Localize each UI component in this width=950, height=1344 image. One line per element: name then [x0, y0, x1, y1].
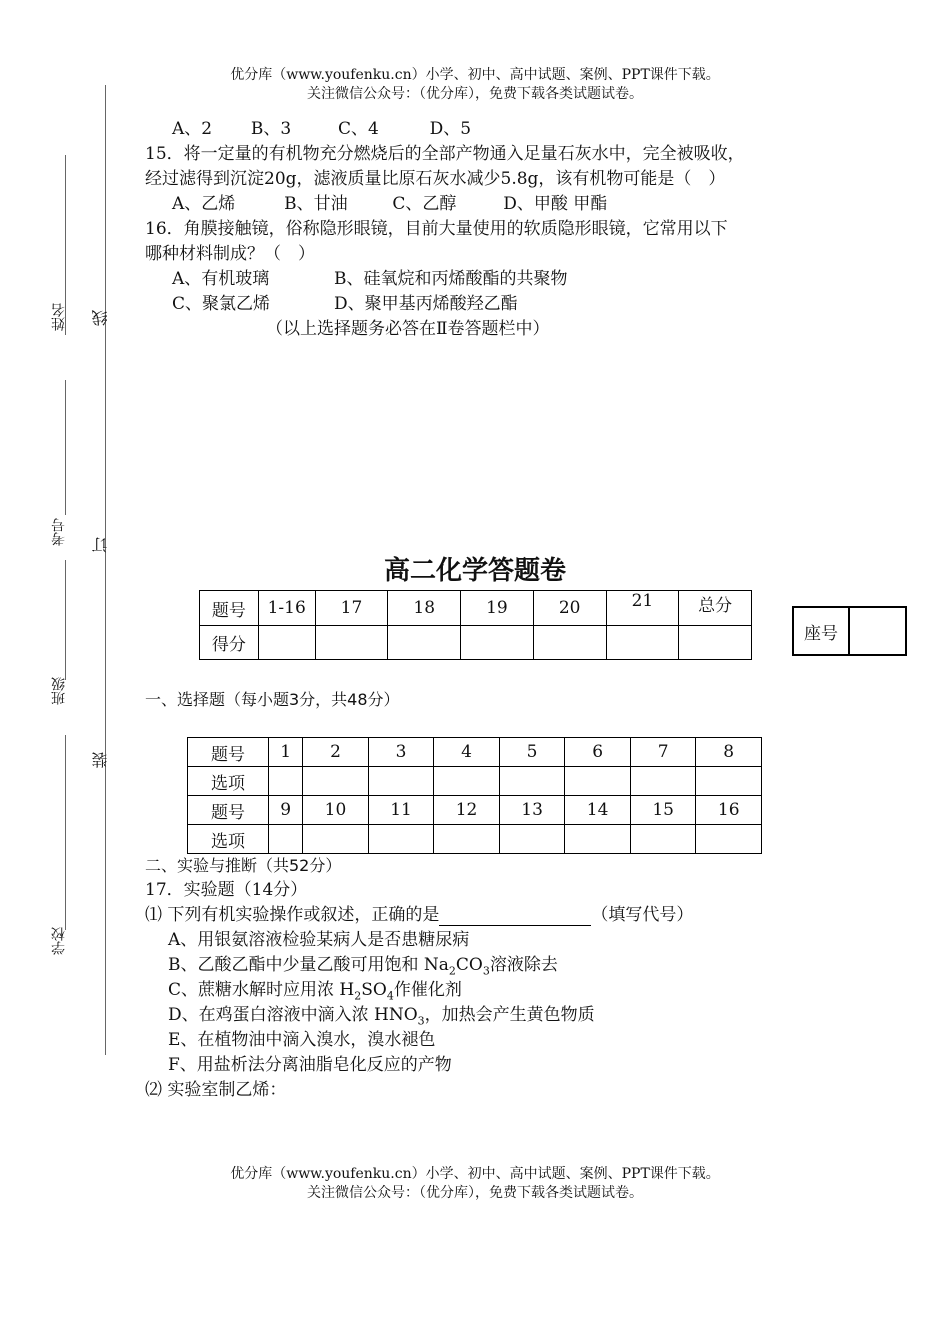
page-header	[0, 66, 950, 104]
choice-answer-cell[interactable]	[303, 825, 369, 854]
q14-option-b: B、3	[250, 119, 292, 139]
score-table-row	[200, 626, 752, 660]
choice-row-label: 题号	[188, 738, 269, 767]
q15-option-b: B、甘油	[284, 194, 348, 214]
choice-number-row	[188, 796, 762, 825]
choice-number-cell: 15	[630, 796, 696, 825]
name-label: 姓名	[51, 303, 67, 331]
subscript: 2	[354, 989, 362, 1003]
q17-option-d-text: D、在鸡蛋白溶液中滴入浓 HNO	[168, 1005, 418, 1025]
seat-number-box	[792, 606, 907, 656]
subscript: 4	[386, 989, 394, 1003]
page-footer	[0, 1165, 950, 1203]
q17-part2: ⑵ 实验室制乙烯：	[145, 1080, 287, 1100]
subscript: 3	[417, 1014, 425, 1028]
choice-row-label: 选项	[188, 825, 269, 854]
score-table	[199, 590, 752, 660]
choice-answer-cell[interactable]	[499, 767, 565, 796]
subscript: 2	[448, 964, 456, 978]
choice-answer-cell[interactable]	[269, 767, 303, 796]
choice-answer-cell[interactable]	[630, 825, 696, 854]
choice-answer-cell[interactable]	[565, 767, 631, 796]
q14-options	[172, 118, 471, 140]
score-header-cell: 19	[461, 591, 534, 626]
score-input-cell[interactable]	[258, 626, 315, 660]
choice-number-cell: 1	[269, 738, 303, 767]
q17-option-c-text: 作催化剂	[393, 980, 462, 1000]
q17-option-f: F、用盐析法分离油脂皂化反应的产物	[168, 1055, 452, 1075]
margin-ding-char: 订	[91, 537, 110, 553]
seat-input-cell[interactable]	[849, 607, 906, 655]
q16-option-a: A、有机玻璃	[172, 269, 270, 289]
q15-option-c: C、乙醇	[392, 194, 457, 214]
score-row-label: 得分	[200, 626, 259, 660]
choice-number-cell: 3	[368, 738, 434, 767]
choice-answer-cell[interactable]	[269, 825, 303, 854]
q15-option-a: A、乙烯	[172, 194, 236, 214]
choice-number-cell: 5	[499, 738, 565, 767]
score-header-cell: 17	[315, 591, 388, 626]
score-header-cell: 20	[533, 591, 606, 626]
margin-zhuang-char: 装	[91, 752, 110, 768]
margin-line-char: 线	[91, 310, 110, 326]
exam-no-blank-line	[65, 380, 66, 515]
q15-line-2: 经过滤得到沉淀20g，滤液质量比原石灰水减少5.8g，该有机物可能是（ ）	[145, 169, 726, 189]
choice-number-cell: 6	[565, 738, 631, 767]
score-input-cell[interactable]	[533, 626, 606, 660]
score-input-cell[interactable]	[315, 626, 388, 660]
exam-no-label: 考号	[51, 518, 67, 546]
choice-number-cell: 13	[499, 796, 565, 825]
choice-number-row	[188, 738, 762, 767]
q16-option-c: C、聚氯乙烯	[172, 294, 271, 314]
school-label: 学校	[51, 927, 67, 955]
score-table-header-row	[200, 591, 752, 626]
section2-title: 二、实验与推断（共52分）	[145, 856, 342, 875]
q16-line-2: 哪种材料制成？（ ）	[145, 244, 315, 264]
footer-line-1: 优分库（www.youfenku.cn）小学、初中、高中试题、案例、PPT课件下载。	[230, 1166, 720, 1182]
choice-answer-cell[interactable]	[565, 825, 631, 854]
choice-number-cell: 12	[434, 796, 500, 825]
choice-answer-row	[188, 767, 762, 796]
score-input-cell[interactable]	[606, 626, 679, 660]
q17-option-e: E、在植物油中滴入溴水，溴水褪色	[168, 1030, 436, 1050]
header-line-1: 优分库（www.youfenku.cn）小学、初中、高中试题、案例、PPT课件下载。	[230, 67, 720, 83]
choice-number-cell: 7	[630, 738, 696, 767]
answer-note: （以上选择题务必答在Ⅱ卷答题栏中）	[266, 319, 550, 339]
choice-number-cell: 11	[368, 796, 434, 825]
q17-option-c-text: C、蔗糖水解时应用浓 H	[168, 980, 355, 1000]
seat-label: 座号	[793, 607, 849, 655]
choice-answer-cell[interactable]	[696, 767, 762, 796]
q14-option-c: C、4	[338, 119, 379, 139]
choice-answer-cell[interactable]	[303, 767, 369, 796]
q17-part1	[145, 904, 693, 926]
q14-option-d: D、5	[429, 119, 472, 139]
choice-number-cell: 8	[696, 738, 762, 767]
choice-number-cell: 10	[303, 796, 369, 825]
choice-answer-cell[interactable]	[434, 767, 500, 796]
choice-answer-cell[interactable]	[368, 767, 434, 796]
choice-row-label: 题号	[188, 796, 269, 825]
score-header-cell: 题号	[200, 591, 259, 626]
score-input-cell[interactable]	[679, 626, 752, 660]
q17-title: 17．实验题（14分）	[145, 880, 308, 900]
score-header-cell: 21	[606, 591, 679, 626]
q17-option-d-text: ，加热会产生黄色物质	[424, 1005, 595, 1025]
choice-number-cell: 16	[696, 796, 762, 825]
choice-answer-cell[interactable]	[630, 767, 696, 796]
q14-option-a: A、2	[172, 119, 213, 139]
q16-line-1: 16．角膜接触镜，俗称隐形眼镜，目前大量使用的软质隐形眼镜，它常用以下	[145, 219, 728, 239]
q17-option-b-text: CO	[455, 955, 483, 975]
q17-option-a: A、用银氨溶液检验某病人是否患糖尿病	[168, 930, 470, 950]
class-label: 班级	[51, 677, 67, 705]
q16-option-b: B、硅氧烷和丙烯酸酯的共聚物	[334, 269, 568, 289]
q17-part1-prefix: ⑴ 下列有机实验操作或叙述，正确的是	[145, 905, 440, 925]
q17-option-c-text: SO	[361, 980, 387, 1000]
q15-option-d: D、甲酸 甲酯	[503, 194, 608, 214]
q15-options	[172, 193, 607, 215]
choice-number-cell: 2	[303, 738, 369, 767]
q17-option-b-text: B、乙酸乙酯中少量乙酸可用饱和 Na	[168, 955, 449, 975]
subscript: 3	[482, 964, 490, 978]
choice-number-cell: 4	[434, 738, 500, 767]
school-blank-line	[65, 735, 66, 930]
score-input-cell[interactable]	[388, 626, 461, 660]
choice-number-cell: 9	[269, 796, 303, 825]
q16-option-d: D、聚甲基丙烯酸羟乙酯	[334, 294, 518, 314]
choice-answer-cell[interactable]	[696, 825, 762, 854]
choice-answer-row	[188, 825, 762, 854]
footer-line-2: 关注微信公众号：（优分库），免费下载各类试题试卷。	[307, 1185, 643, 1201]
score-input-cell[interactable]	[461, 626, 534, 660]
score-header-cell: 1-16	[258, 591, 315, 626]
q17-option-b-text: 溶液除去	[489, 955, 558, 975]
q17-part1-suffix: （填写代号）	[591, 905, 694, 925]
q15-line-1: 15．将一定量的有机物充分燃烧后的全部产物通入足量石灰水中，完全被吸收，	[145, 144, 745, 164]
choice-answer-cell[interactable]	[368, 825, 434, 854]
score-header-cell: 总分	[679, 591, 752, 626]
choice-number-cell: 14	[565, 796, 631, 825]
answer-sheet-title: 高二化学答题卷	[383, 556, 566, 586]
score-header-cell: 18	[388, 591, 461, 626]
choice-answer-cell[interactable]	[434, 825, 500, 854]
q17-answer-blank[interactable]	[439, 908, 591, 926]
choice-row-label: 选项	[188, 767, 269, 796]
choice-answer-table	[187, 737, 762, 854]
section1-title: 一、选择题（每小题3分，共48分）	[145, 690, 400, 709]
header-line-2: 关注微信公众号：（优分库），免费下载各类试题试卷。	[307, 86, 643, 102]
choice-answer-cell[interactable]	[499, 825, 565, 854]
